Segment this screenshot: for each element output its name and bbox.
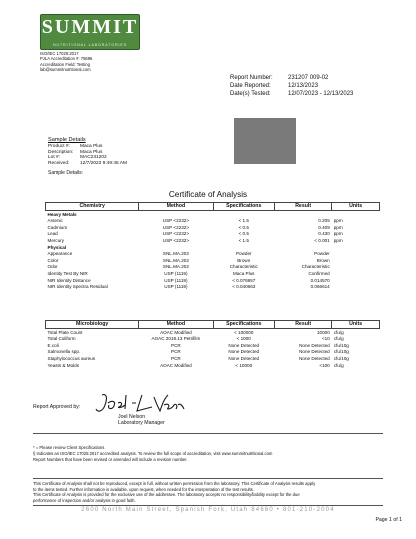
table-row xyxy=(46,237,380,244)
method-cell: PCR xyxy=(171,342,181,348)
section-physical-label: Physical xyxy=(47,244,67,250)
note-line: * = Please review Client Specifications xyxy=(33,445,105,450)
section-physical xyxy=(46,244,380,251)
analyte-cell: Total Coliform xyxy=(47,336,76,342)
method-cell: USP (1119) xyxy=(164,271,188,277)
header-chemistry: Chemistry xyxy=(46,203,139,211)
units-cell: ppm xyxy=(333,231,343,237)
page-number: Page 1 of 1 xyxy=(375,517,402,523)
units-cell xyxy=(332,251,380,258)
spec-cell: < 0.5 xyxy=(238,231,249,237)
header-result: Result xyxy=(275,321,332,329)
spec-cell: < 100000 xyxy=(234,329,254,335)
table-row xyxy=(46,342,380,349)
lot-value: MAC231202 xyxy=(80,155,107,161)
method-cell: SNL.MA.202 xyxy=(162,251,189,257)
table-row xyxy=(46,218,380,225)
pjla-line: PJLA Accreditation #: 75696 xyxy=(40,56,93,62)
method-cell: PCR xyxy=(171,349,181,355)
spec-cell: < 0.5 xyxy=(238,224,249,230)
method-cell: USP (1119) xyxy=(164,284,188,290)
result-cell: 0.409 xyxy=(318,224,330,230)
method-cell: USP <2232> xyxy=(162,238,190,244)
header-specifications: Specifications xyxy=(213,321,274,329)
header-result: Result xyxy=(275,203,332,211)
table-row xyxy=(46,349,380,356)
result-cell: 0.066614 xyxy=(310,284,330,290)
sample-details-label: Sample Details: xyxy=(48,170,84,176)
redacted-box xyxy=(234,118,296,164)
description-label: Description: xyxy=(48,149,74,155)
table-row xyxy=(46,329,380,336)
result-cell: Confirmed xyxy=(308,271,330,277)
method-cell: SNL.MA.202 xyxy=(162,257,189,263)
section-heavy-metals-label: Heavy Metals xyxy=(47,211,77,217)
spec-cell: Brown xyxy=(237,257,251,263)
units-cell xyxy=(332,264,380,271)
method-cell: USP <2232> xyxy=(162,218,190,224)
analyte-cell: Yeasts & Molds xyxy=(47,362,79,368)
result-cell: < 0.001 xyxy=(314,238,330,244)
units-cell: ppm xyxy=(333,238,343,244)
header-method: Method xyxy=(139,321,213,329)
method-cell: SNL.MA.202 xyxy=(162,264,189,270)
method-cell: AOAC 2018.13 Petrifilm xyxy=(151,336,201,342)
spec-cell: None Detected xyxy=(228,342,260,348)
header-units: Units xyxy=(332,321,380,329)
sample-details-title: Sample Details xyxy=(48,137,86,143)
lot-label: Lot #: xyxy=(48,155,61,161)
disclaimer-line: to the items tested. Further information is available, upon request, when needed for the interpretation of the test results. xyxy=(33,486,254,492)
report-number: 231207 009-02 xyxy=(288,75,329,81)
lab-accreditation-block xyxy=(40,51,92,73)
method-cell: AOAC Modified xyxy=(160,362,192,368)
table-row xyxy=(46,224,380,231)
header-specifications: Specifications xyxy=(213,203,274,211)
spec-cell: < 0.040663 xyxy=(232,284,256,290)
received-label: Received: xyxy=(48,160,70,166)
table-row xyxy=(46,270,380,277)
signer-name: Joel Nelson xyxy=(118,414,146,420)
method-cell: USP <2232> xyxy=(162,231,190,237)
spec-cell: Characteristic xyxy=(229,264,258,270)
field-line: Accreditation Field: Testing xyxy=(40,61,90,67)
footer-address: 2600 North Main Street, Spanish Fork, Utah 84660 • 801-210-2004 xyxy=(81,507,335,513)
disclaimer-line: This Certificate of Analysis shall not be reproduced, except in full, without written permission from the laboratory. This Certificate of Analysis results apply xyxy=(33,481,316,486)
result-cell: <10 xyxy=(321,336,330,342)
spec-cell: < 0.076957 xyxy=(232,277,256,283)
product-label: Product #: xyxy=(48,144,70,149)
units-cell: ppm xyxy=(333,224,343,230)
result-cell: 10000 xyxy=(316,329,330,335)
analyte-cell: Staphylococcus aureus xyxy=(47,356,95,362)
spec-cell: < 1.5 xyxy=(238,238,249,244)
units-cell: cfu/g xyxy=(333,362,344,368)
analyte-cell: NIR Identity Spectra Residual xyxy=(47,284,108,290)
header-units: Units xyxy=(332,203,380,211)
units-cell: cfu/g xyxy=(333,336,344,342)
date-reported: 12/13/2023 xyxy=(288,82,319,89)
analyte-cell: Identity Test By NIR xyxy=(47,271,88,277)
method-cell: AOAC Modified xyxy=(160,329,192,335)
table-row xyxy=(46,231,380,238)
analyte-cell: E.coli xyxy=(47,342,59,348)
header-method: Method xyxy=(139,203,213,211)
divider xyxy=(33,433,383,434)
table-row xyxy=(46,251,380,258)
spec-cell: Powder xyxy=(235,251,252,257)
method-cell: USP <2232> xyxy=(162,224,190,230)
product-value: Maca Plus xyxy=(80,144,103,149)
result-cell: Characteristic xyxy=(301,264,330,270)
method-cell: USP (1119) xyxy=(164,277,188,283)
report-info xyxy=(230,75,353,98)
result-cell: None Detected xyxy=(299,342,330,348)
result-cell: None Detected xyxy=(299,349,330,355)
lab-email: lab@summitnutritional.com xyxy=(40,67,91,73)
units-cell: cfu/10g xyxy=(333,349,349,355)
method-cell: PCR xyxy=(171,356,181,362)
certificate-title: Certificate of Analysis xyxy=(168,190,248,199)
signer-block xyxy=(118,414,165,426)
units-cell xyxy=(332,277,380,284)
summit-logo xyxy=(40,14,140,50)
date-tested-label: Date(s) Tested: xyxy=(230,90,271,97)
table-row xyxy=(46,355,380,362)
table-row xyxy=(46,336,380,343)
table-row xyxy=(46,284,380,291)
units-cell xyxy=(332,257,380,264)
note-line: Report Numbers that have been revised or amended will include a revision number. xyxy=(33,457,188,462)
logo-wordmark: SUMMIT xyxy=(41,16,139,38)
result-cell: 0.430 xyxy=(318,231,330,237)
header-microbiology: Microbiology xyxy=(46,321,139,329)
analyte-cell: Lead xyxy=(47,231,58,237)
report-number-label: Report Number: xyxy=(230,75,273,81)
table-row xyxy=(46,277,380,284)
disclaimer-line: This Certificate of Analysis is provided for the exclusive use of the addressee. The laboratory accepts no responsibility/liability except for the due xyxy=(33,492,300,498)
result-cell: 0.205 xyxy=(318,218,330,224)
units-cell xyxy=(332,270,380,277)
result-cell: Powder xyxy=(314,251,330,257)
received-value: 12/7/2023 9:49:45 AM xyxy=(80,160,127,166)
analyte-cell: Salmonella spp. xyxy=(47,349,81,355)
section-heavy-metals xyxy=(46,211,380,218)
units-cell xyxy=(332,284,380,291)
analyte-cell: Color xyxy=(47,257,59,263)
spec-cell: < 1.5 xyxy=(238,218,249,224)
spec-cell: None Detected xyxy=(228,349,260,355)
disclaimer-block xyxy=(33,478,383,506)
note-line: § Indicates an ISO/IEC 17025:2017 accredited analysis. To review the full scope of accreditation, visit www.summitnutritional.com xyxy=(33,451,273,456)
result-cell: Brown xyxy=(316,257,330,263)
date-reported-label: Date Reported: xyxy=(230,82,271,89)
units-cell: cfu/10g xyxy=(333,356,349,362)
spec-cell: Maca Plus xyxy=(233,271,255,277)
analyte-cell: Mercury xyxy=(47,238,65,244)
table-row xyxy=(46,257,380,264)
notes-block xyxy=(33,445,272,463)
spec-cell: < 10000 xyxy=(235,362,253,368)
analyte-cell: Odor xyxy=(47,264,58,270)
description-value: Maca Plus xyxy=(80,149,103,155)
units-cell: cfu/g xyxy=(333,329,344,335)
analyte-cell: Total Plate Count xyxy=(47,329,83,335)
analyte-cell: Arsenic xyxy=(47,218,63,224)
logo-subtitle: NUTRITIONAL LABORATORIES xyxy=(52,43,128,47)
microbiology-table xyxy=(45,320,380,369)
analyte-cell: NIR Identity Distance xyxy=(47,277,91,283)
signer-title: Laboratory Manager xyxy=(118,420,165,427)
result-cell: <100 xyxy=(319,362,330,368)
units-cell: cfu/10g xyxy=(333,342,349,348)
approved-by-label: Report Approved by: xyxy=(33,404,81,410)
units-cell: ppm xyxy=(333,218,343,224)
iso-line: ISO/IEC 17025:2017 xyxy=(40,51,79,56)
chemistry-table xyxy=(45,202,380,290)
spec-cell: None Detected xyxy=(228,356,260,362)
table-row xyxy=(46,264,380,271)
date-tested: 12/07/2023 - 12/13/2023 xyxy=(288,90,354,97)
result-cell: None Detected xyxy=(299,356,330,362)
table-row xyxy=(46,362,380,369)
disclaimer-line: performance of inspection and/or analysis in good faith. xyxy=(33,497,136,503)
analyte-cell: Cadmium xyxy=(47,224,68,230)
sample-details-grid xyxy=(48,144,127,166)
analyte-cell: Appearance xyxy=(47,251,73,257)
result-cell: 0.014570 xyxy=(310,277,330,283)
spec-cell: < 1000 xyxy=(236,336,251,342)
